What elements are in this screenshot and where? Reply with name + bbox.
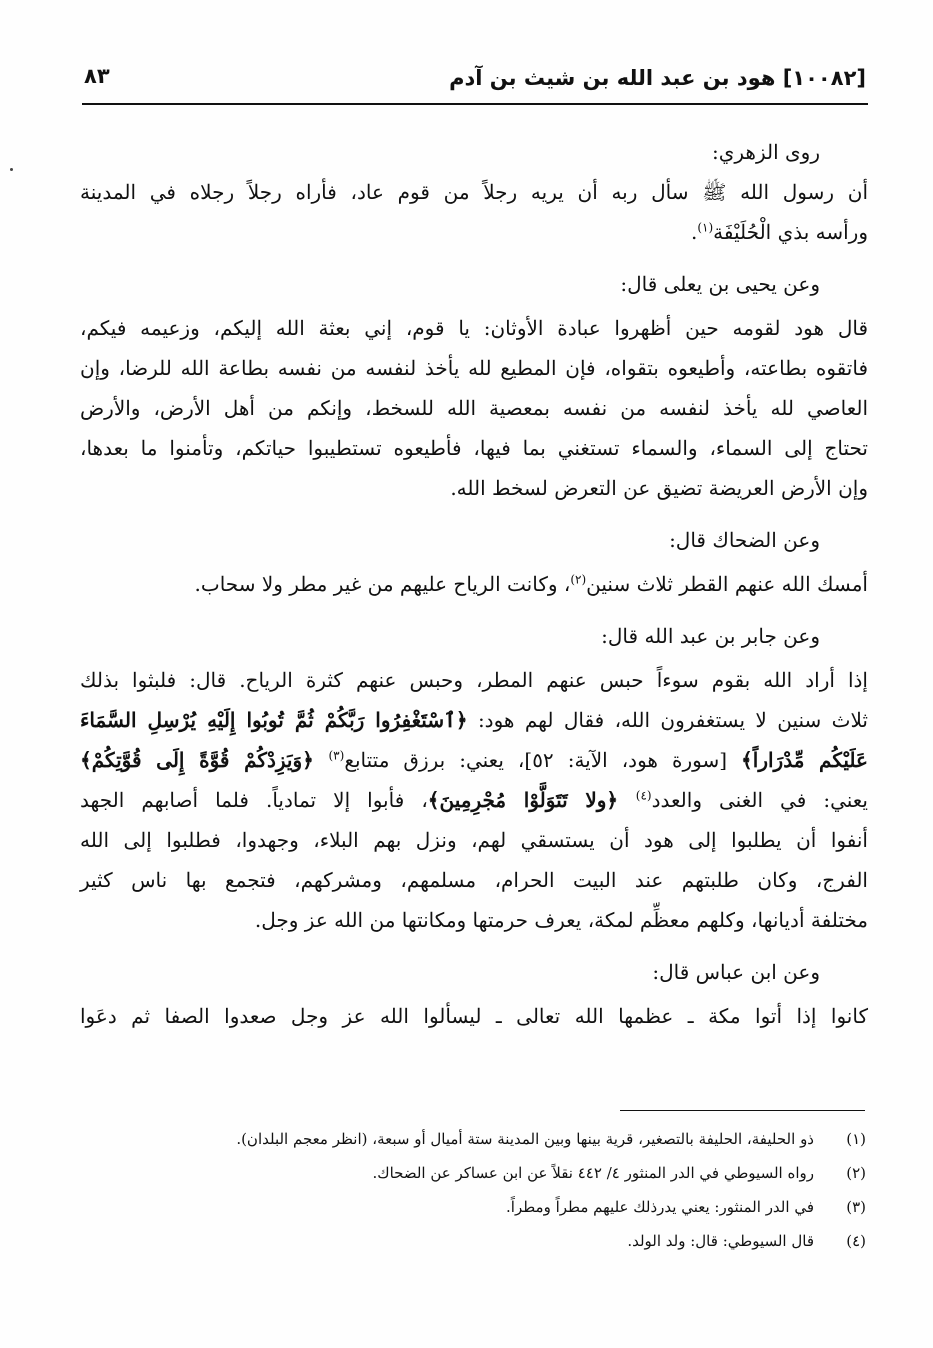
text-line: تحتاج إلى السماء، والسماء تستغني بما فيها، فأطيعوه تستطيبوا حياتكم، وتأمنوا ما بعدها، [80, 436, 868, 460]
text-line: الفرج، وكان طلبتهم عند البيت الحرام، مسلمهم، ومشركهم، فتجمع بها ناس كثير [80, 868, 868, 892]
text-line: فاتقوه بطاعته، وأطيعوه بتقواه، فإن المطيع لله يأخذ لنفسه من نفسه بطاعة الله للرضا، وإن [80, 356, 868, 380]
footnote-text: في الدر المنثور: يعني يدرذلك عليهم مطراً ومطراً. [506, 1198, 814, 1216]
text-line: أن رسول الله ﷺ سأل ربه أن يريه رجلاً من قوم عاد، فأراه رجلاً رجلاه في المدينة [80, 180, 868, 204]
main-text [80, 132, 868, 1036]
text-span: ورأسه بذي الْحُلَيْفَة [713, 220, 868, 244]
quran-verse: ﴿ولا تَتَوَلَّوْا مُجْرِمِينَ﴾ [427, 788, 636, 812]
text-span: [سورة هود، الآية: ٥٢]، يعني: برزق متتابع [344, 748, 742, 772]
footnote-number: (٣) [846, 1198, 866, 1216]
footnote-item [150, 1224, 866, 1258]
footnote-text: ذو الحليفة، الحليفة بالتصغير، قرية بينها وبين المدينة ستة أميال أو سبعة، (انظر معجم البلدان). [236, 1130, 814, 1148]
header-rule [82, 103, 868, 105]
footnote-ref[interactable]: (٣) [328, 748, 345, 763]
text-line: أنفوا أن يطلبوا إلى هود أن يستسقي لهم، ونزل بهم البلاء، وجهدوا، فطلبوا إلى الله [80, 828, 868, 852]
margin-speck [10, 168, 13, 171]
running-header [82, 64, 866, 100]
footnote-ref[interactable]: (٢) [570, 572, 587, 587]
text-span: ، وكانت الرياح عليهم من غير مطر ولا سحاب. [194, 572, 571, 596]
footnote-text: قال السيوطي: قال: ولد الولد. [627, 1232, 814, 1250]
text-span: أمسك الله عنهم القطر ثلاث سنين [586, 572, 868, 596]
text-span: ثلاث سنين لا يستغفرون الله، فقال لهم هود: [467, 708, 868, 732]
narration-intro: وعن الضحاك قال: [669, 528, 820, 552]
footnote-item [150, 1122, 866, 1156]
text-line [80, 212, 868, 252]
text-span: . [690, 220, 698, 244]
text-line [80, 564, 868, 604]
text-line: كانوا إذا أتوا مكة ـ عظمها الله تعالى ـ ليسألوا الله عز وجل صعدوا الصفا ثم دعَوا [80, 1004, 868, 1028]
footnotes [150, 1122, 866, 1258]
text-line [80, 780, 868, 820]
text-line [80, 700, 868, 740]
quran-verse: ﴿وَيَزِدْكُمْ قُوَّةً إِلَى قُوَّتِكُمْ﴾ [80, 748, 329, 772]
footnote-number: (٢) [846, 1164, 866, 1182]
quran-verse: ﴿ٱسْتَغْفِرُوا رَبَّكُمْ ثُمَّ تُوبُوا إِلَيْهِ يُرْسِلِ السَّمَاءَ [80, 708, 468, 732]
text-span: يعني: في الغنى والعدد [651, 788, 868, 812]
footnote-rule [620, 1110, 865, 1111]
chapter-title: [١٠٠٨٢] هود بن عبد الله بن شيث بن آدم [449, 66, 866, 90]
narration-intro: وعن جابر بن عبد الله قال: [601, 624, 820, 648]
narration-intro: وعن يحيى بن يعلى قال: [620, 272, 820, 296]
text-span: ، فأبوا إلا تمادياً. فلما أصابهم الجهد [80, 788, 428, 812]
footnote-ref[interactable]: (٤) [635, 788, 652, 803]
text-line: العاصي لله يأخذ لنفسه من نفسه بمعصية الله للسخط، وإنكم من أهل الأرض، والأرض [80, 396, 868, 420]
text-line: وإن الأرض العريضة تضيق عن التعرض لسخط الله. [450, 476, 868, 500]
footnote-ref[interactable]: (١) [697, 220, 714, 235]
text-line: قال هود لقومه حين أظهروا عبادة الأوثان: يا قوم، إني بعثة الله إليكم، وزعيمه فيكم، [80, 316, 868, 340]
text-line [80, 740, 868, 780]
quran-verse: عَلَيْكُم مِّدْرَاراً﴾ [741, 748, 868, 772]
footnote-number: (٤) [846, 1232, 866, 1250]
page-number: ٨٣ [84, 64, 110, 88]
footnote-item [150, 1190, 866, 1224]
narration-intro: روى الزهري: [712, 140, 820, 164]
footnote-text: رواه السيوطي في الدر المنثور ٤/ ٤٤٢ نقلاً عن ابن عساكر عن الضحاك. [372, 1164, 814, 1182]
footnote-number: (١) [846, 1130, 866, 1148]
footnote-item [150, 1156, 866, 1190]
text-line: مختلفة أديانها، وكلهم معظِّم لمكة، يعرف حرمتها ومكانتها من الله عز وجل. [254, 908, 868, 932]
text-line: إذا أراد الله بقوم سوءاً حبس عنهم المطر، وحبس عنهم كثرة الرياح. قال: فلبثوا بذلك [80, 668, 868, 692]
narration-intro: وعن ابن عباس قال: [652, 960, 820, 984]
